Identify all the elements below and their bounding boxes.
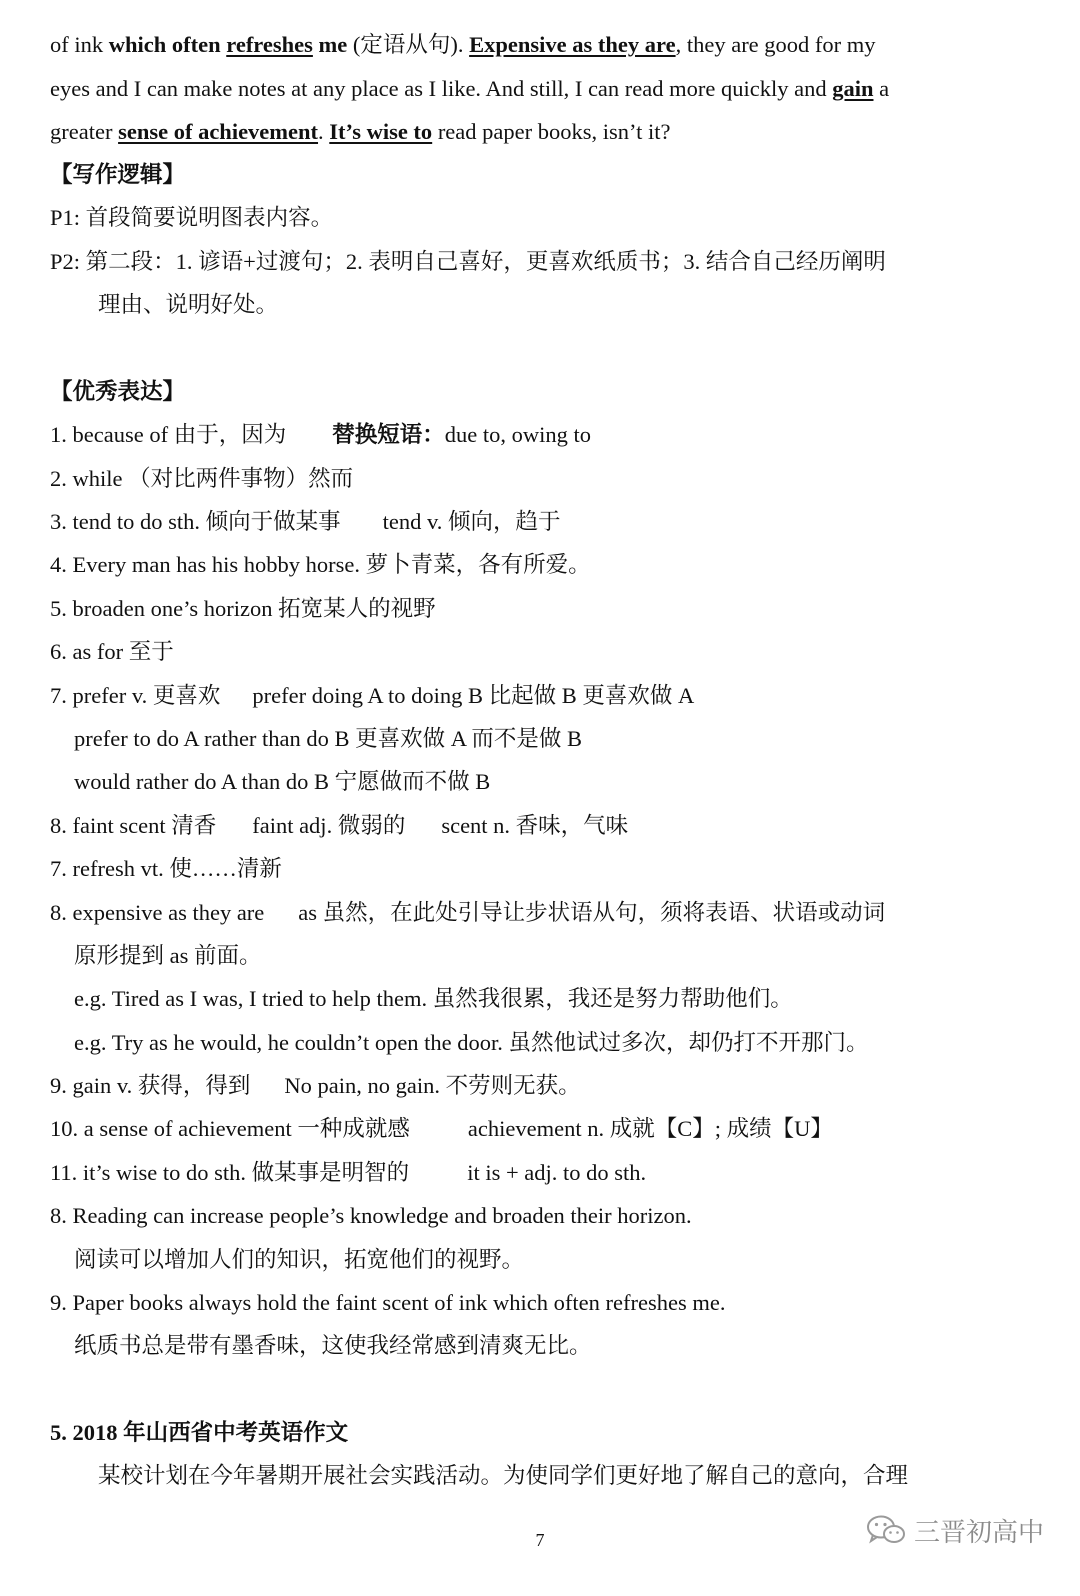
sentence-item: 9. Paper books always hold the faint scent of ink which often refreshes me. [50,1290,726,1315]
section-heading-logic: 【写作逻辑】 [50,162,186,187]
expression-item: 5. broaden one’s horizon 拓宽某人的视野 [50,596,436,621]
section-paragraph: 某校计划在今年暑期开展社会实践活动。为使同学们更好地了解自己的意向，合理 [98,1463,909,1488]
expression-item: 10. a sense of achievement 一种成就感 achievement n. 成就【C】; 成绩【U】 [50,1116,833,1141]
underlined-phrase: It’s wise to [329,119,433,144]
expression-subitem: would rather do A than do B 宁愿做而不做 B [74,769,491,794]
expression-item: 7. refresh vt. 使……清新 [50,856,282,881]
expression-item: 4. Every man has his hobby horse. 萝卜青菜，各有所爱。 [50,552,591,577]
sentence-translation: 阅读可以增加人们的知识，拓宽他们的视野。 [74,1247,525,1272]
expression-subitem: prefer to do A rather than do B 更喜欢做 A 而不是做 B [74,726,583,751]
underlined-phrase: refreshes [226,32,313,57]
underlined-phrase: gain [832,76,874,101]
expression-item: 8. faint scent 清香 faint adj. 微弱的 scent n. 香味，气味 [50,813,629,838]
expression-subitem: 原形提到 as 前面。 [74,943,262,968]
wechat-icon [866,1513,906,1547]
logic-p2: P2: 第二段：1. 谚语+过渡句；2. 表明自己喜好，更喜欢纸质书；3. 结合自己经历阐明 [50,249,886,274]
logic-p1: P1: 首段简要说明图表内容。 [50,205,334,230]
section-title: 5. 2018 年山西省中考英语作文 [50,1420,349,1445]
underlined-phrase: sense of achievement [118,119,319,144]
watermark-text: 三晋初高中 [914,1517,1045,1548]
expression-item: 2. while （对比两件事物）然而 [50,466,354,491]
page-number: 7 [535,1530,545,1550]
example-sentence: e.g. Tired as I was, I tried to help them. 虽然我很累，我还是努力帮助他们。 [74,986,793,1011]
sentence-item: 8. Reading can increase people’s knowledge and broaden their horizon. [50,1203,692,1228]
expression-item: 7. prefer v. 更喜欢 prefer doing A to doing B 比起做 B 更喜欢做 A [50,683,695,708]
bold-phrase: which often [108,32,227,57]
section-heading-expressions: 【优秀表达】 [50,379,186,404]
logic-p2-cont: 理由、说明好处。 [98,292,279,317]
expression-item: 11. it’s wise to do sth. 做某事是明智的 it is + adj. to do sth. [50,1160,647,1185]
intro-line-2: eyes and I can make notes at any place as I like. And still, I can read more quickly and gain a [50,76,890,101]
underlined-phrase: Expensive as they are [469,32,676,57]
expression-item: 1. because of 由于，因为 替换短语：due to, owing to [50,422,591,447]
expression-item: 9. gain v. 获得，得到 No pain, no gain. 不劳则无获。 [50,1073,581,1098]
expression-item: 8. expensive as they are as 虽然，在此处引导让步状语从句，须将表语、状语或动词 [50,900,886,925]
example-sentence: e.g. Try as he would, he couldn’t open the door. 虽然他试过多次，却仍打不开那门。 [74,1030,869,1055]
intro-line-1: of ink which often refreshes me (定语从句). Expensive as they are, they are good for my [50,32,876,57]
expression-item: 3. tend to do sth. 倾向于做某事 tend v. 倾向，趋于 [50,509,561,534]
expression-item: 6. as for 至于 [50,639,174,664]
sentence-translation: 纸质书总是带有墨香味，这使我经常感到清爽无比。 [74,1333,592,1358]
intro-line-3: greater sense of achievement. It’s wise to read paper books, isn’t it? [50,119,671,144]
watermark [866,1510,1044,1550]
